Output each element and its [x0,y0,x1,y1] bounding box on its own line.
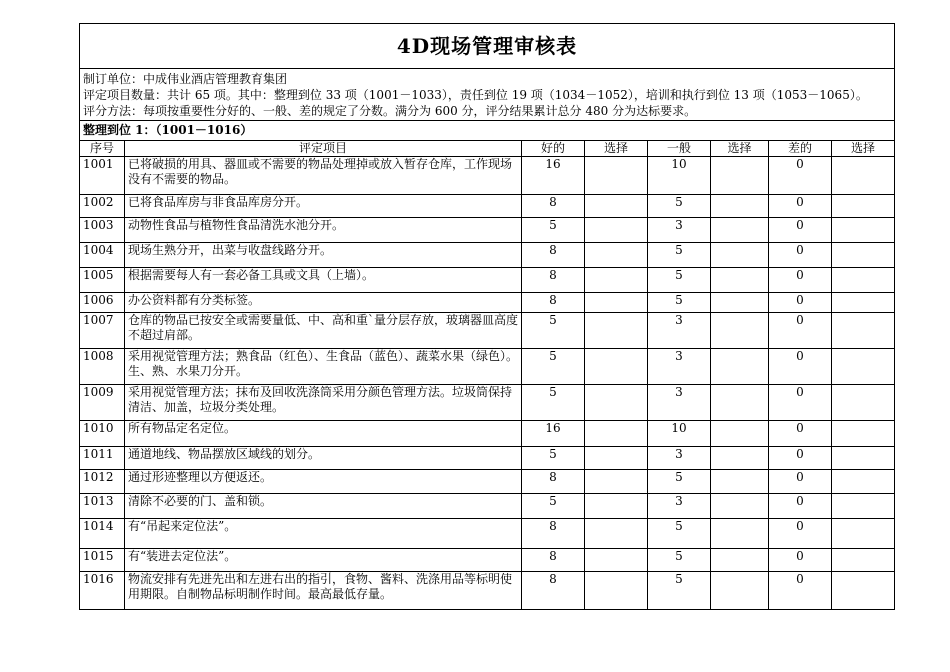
score-normal: 5 [648,519,711,549]
item-id: 1009 [80,385,125,421]
select-bad-cell[interactable] [832,494,895,519]
select-good-cell[interactable] [585,195,648,218]
col-header-select-bad: 选择 [832,141,895,157]
select-bad-cell[interactable] [832,519,895,549]
score-normal: 5 [648,549,711,572]
select-normal-cell[interactable] [711,195,769,218]
select-normal-cell[interactable] [711,549,769,572]
table-row [80,243,895,268]
item-text: 办公资料都有分类标签。 [125,293,522,313]
item-id: 1016 [80,572,125,610]
info-block [80,69,895,121]
item-id: 1005 [80,268,125,293]
item-text: 采用视觉管理方法；熟食品（红色）、生食品（蓝色）、蔬菜水果（绿色）。生、熟、水果刀分开。 [125,349,522,385]
select-bad-cell[interactable] [832,293,895,313]
select-normal-cell[interactable] [711,349,769,385]
select-good-cell[interactable] [585,243,648,268]
select-good-cell[interactable] [585,157,648,195]
col-header-select-normal: 选择 [711,141,769,157]
item-id: 1015 [80,549,125,572]
select-normal-cell[interactable] [711,293,769,313]
item-text: 所有物品定名定位。 [125,421,522,447]
select-good-cell[interactable] [585,447,648,470]
table-row [80,519,895,549]
score-good: 16 [522,421,585,447]
audit-sheet [79,23,894,610]
item-text: 仓库的物品已按安全或需要量低、中、高和重`量分层存放，玻璃器皿高度不超过肩部。 [125,313,522,349]
select-bad-cell[interactable] [832,195,895,218]
item-text: 根据需要每人有一套必备工具或文具（上墙）。 [125,268,522,293]
select-bad-cell[interactable] [832,218,895,243]
item-id: 1012 [80,470,125,494]
select-bad-cell[interactable] [832,349,895,385]
score-good: 5 [522,313,585,349]
col-header-select-good: 选择 [585,141,648,157]
select-bad-cell[interactable] [832,549,895,572]
select-bad-cell[interactable] [832,447,895,470]
info-unit: 制订单位：中成伟业酒店管理教育集团 [83,72,288,86]
info-method: 评分方法：每项按重要性分好的、一般、差的规定了分数。满分为 600 分，评分结果累计总分 480 分为达标要求。 [83,104,697,118]
select-normal-cell[interactable] [711,268,769,293]
item-text: 通过形迹整理以方便返还。 [125,470,522,494]
item-id: 1002 [80,195,125,218]
select-bad-cell[interactable] [832,572,895,610]
select-good-cell[interactable] [585,349,648,385]
score-bad: 0 [769,243,832,268]
score-normal: 3 [648,494,711,519]
score-good: 5 [522,349,585,385]
select-good-cell[interactable] [585,549,648,572]
score-normal: 3 [648,385,711,421]
score-good: 8 [522,243,585,268]
score-normal: 5 [648,470,711,494]
select-normal-cell[interactable] [711,494,769,519]
col-header-id: 序号 [80,141,125,157]
col-header-item: 评定项目 [125,141,522,157]
score-bad: 0 [769,293,832,313]
item-text: 已将食品库房与非食品库房分开。 [125,195,522,218]
score-bad: 0 [769,470,832,494]
col-header-good: 好的 [522,141,585,157]
item-id: 1010 [80,421,125,447]
score-normal: 5 [648,195,711,218]
item-text: 采用视觉管理方法；抹布及回收洗涤筒采用分颜色管理方法。垃圾筒保持清洁、加盖，垃圾分类处理。 [125,385,522,421]
select-bad-cell[interactable] [832,268,895,293]
score-good: 8 [522,519,585,549]
score-bad: 0 [769,519,832,549]
item-id: 1011 [80,447,125,470]
item-id: 1007 [80,313,125,349]
item-text: 动物性食品与植物性食品清洗水池分开。 [125,218,522,243]
table-row [80,549,895,572]
table-row [80,349,895,385]
score-good: 8 [522,268,585,293]
select-bad-cell[interactable] [832,157,895,195]
header-row [80,141,895,157]
select-good-cell[interactable] [585,572,648,610]
score-normal: 5 [648,268,711,293]
score-bad: 0 [769,549,832,572]
page-title: 4D现场管理审核表 [80,24,895,69]
score-good: 5 [522,447,585,470]
score-good: 8 [522,195,585,218]
info-count: 评定项目数量：共计 65 项。其中：整理到位 33 项（1001－1033），责任到位 19 项（1034－1052），培训和执行到位 13 项（1053－1065）。 [83,88,868,102]
item-text: 现场生熟分开，出菜与收盘线路分开。 [125,243,522,268]
item-text: 清除不必要的门、盖和锁。 [125,494,522,519]
item-id: 1014 [80,519,125,549]
score-bad: 0 [769,218,832,243]
table-row [80,313,895,349]
item-id: 1008 [80,349,125,385]
score-normal: 3 [648,313,711,349]
select-good-cell[interactable] [585,313,648,349]
table-row [80,268,895,293]
table-row [80,494,895,519]
item-text: 有“吊起来定位法”。 [125,519,522,549]
item-id: 1004 [80,243,125,268]
select-normal-cell[interactable] [711,243,769,268]
score-bad: 0 [769,157,832,195]
select-bad-cell[interactable] [832,385,895,421]
select-normal-cell[interactable] [711,218,769,243]
score-bad: 0 [769,349,832,385]
score-good: 5 [522,218,585,243]
score-bad: 0 [769,447,832,470]
score-normal: 10 [648,421,711,447]
table-row [80,421,895,447]
select-good-cell[interactable] [585,218,648,243]
select-normal-cell[interactable] [711,385,769,421]
select-good-cell[interactable] [585,385,648,421]
audit-table [79,23,895,610]
table-row [80,218,895,243]
item-id: 1006 [80,293,125,313]
col-header-bad: 差的 [769,141,832,157]
table-row [80,572,895,610]
select-bad-cell[interactable] [832,470,895,494]
item-id: 1003 [80,218,125,243]
table-row [80,385,895,421]
select-good-cell[interactable] [585,494,648,519]
item-text: 有“装进去定位法”。 [125,549,522,572]
select-normal-cell[interactable] [711,421,769,447]
score-normal: 5 [648,243,711,268]
select-bad-cell[interactable] [832,313,895,349]
score-good: 8 [522,572,585,610]
select-normal-cell[interactable] [711,572,769,610]
score-good: 8 [522,549,585,572]
score-bad: 0 [769,313,832,349]
score-good: 5 [522,385,585,421]
score-good: 5 [522,494,585,519]
score-bad: 0 [769,195,832,218]
item-id: 1001 [80,157,125,195]
select-good-cell[interactable] [585,470,648,494]
score-good: 8 [522,470,585,494]
select-good-cell[interactable] [585,421,648,447]
score-bad: 0 [769,572,832,610]
item-text: 通道地线、物品摆放区域线的划分。 [125,447,522,470]
select-normal-cell[interactable] [711,447,769,470]
score-normal: 5 [648,572,711,610]
table-row [80,157,895,195]
col-header-normal: 一般 [648,141,711,157]
score-normal: 3 [648,447,711,470]
item-text: 已将破损的用具、器皿或不需要的物品处理掉或放入暂存仓库，工作现场没有不需要的物品。 [125,157,522,195]
item-text: 物流安排有先进先出和左进右出的指引，食物、酱料、洗涤用品等标明使用期限。自制物品标明制作时间。最高最低存量。 [125,572,522,610]
select-bad-cell[interactable] [832,243,895,268]
select-normal-cell[interactable] [711,470,769,494]
table-row [80,195,895,218]
section-title: 整理到位 1：（1001－1016） [80,121,895,141]
score-bad: 0 [769,421,832,447]
score-normal: 5 [648,293,711,313]
select-good-cell[interactable] [585,519,648,549]
item-id: 1013 [80,494,125,519]
score-normal: 3 [648,349,711,385]
score-bad: 0 [769,494,832,519]
score-bad: 0 [769,268,832,293]
score-good: 8 [522,293,585,313]
table-row [80,447,895,470]
score-normal: 10 [648,157,711,195]
select-bad-cell[interactable] [832,421,895,447]
table-row [80,293,895,313]
score-bad: 0 [769,385,832,421]
select-normal-cell[interactable] [711,313,769,349]
table-row [80,470,895,494]
select-normal-cell[interactable] [711,157,769,195]
score-good: 16 [522,157,585,195]
select-good-cell[interactable] [585,293,648,313]
select-good-cell[interactable] [585,268,648,293]
select-normal-cell[interactable] [711,519,769,549]
score-normal: 3 [648,218,711,243]
